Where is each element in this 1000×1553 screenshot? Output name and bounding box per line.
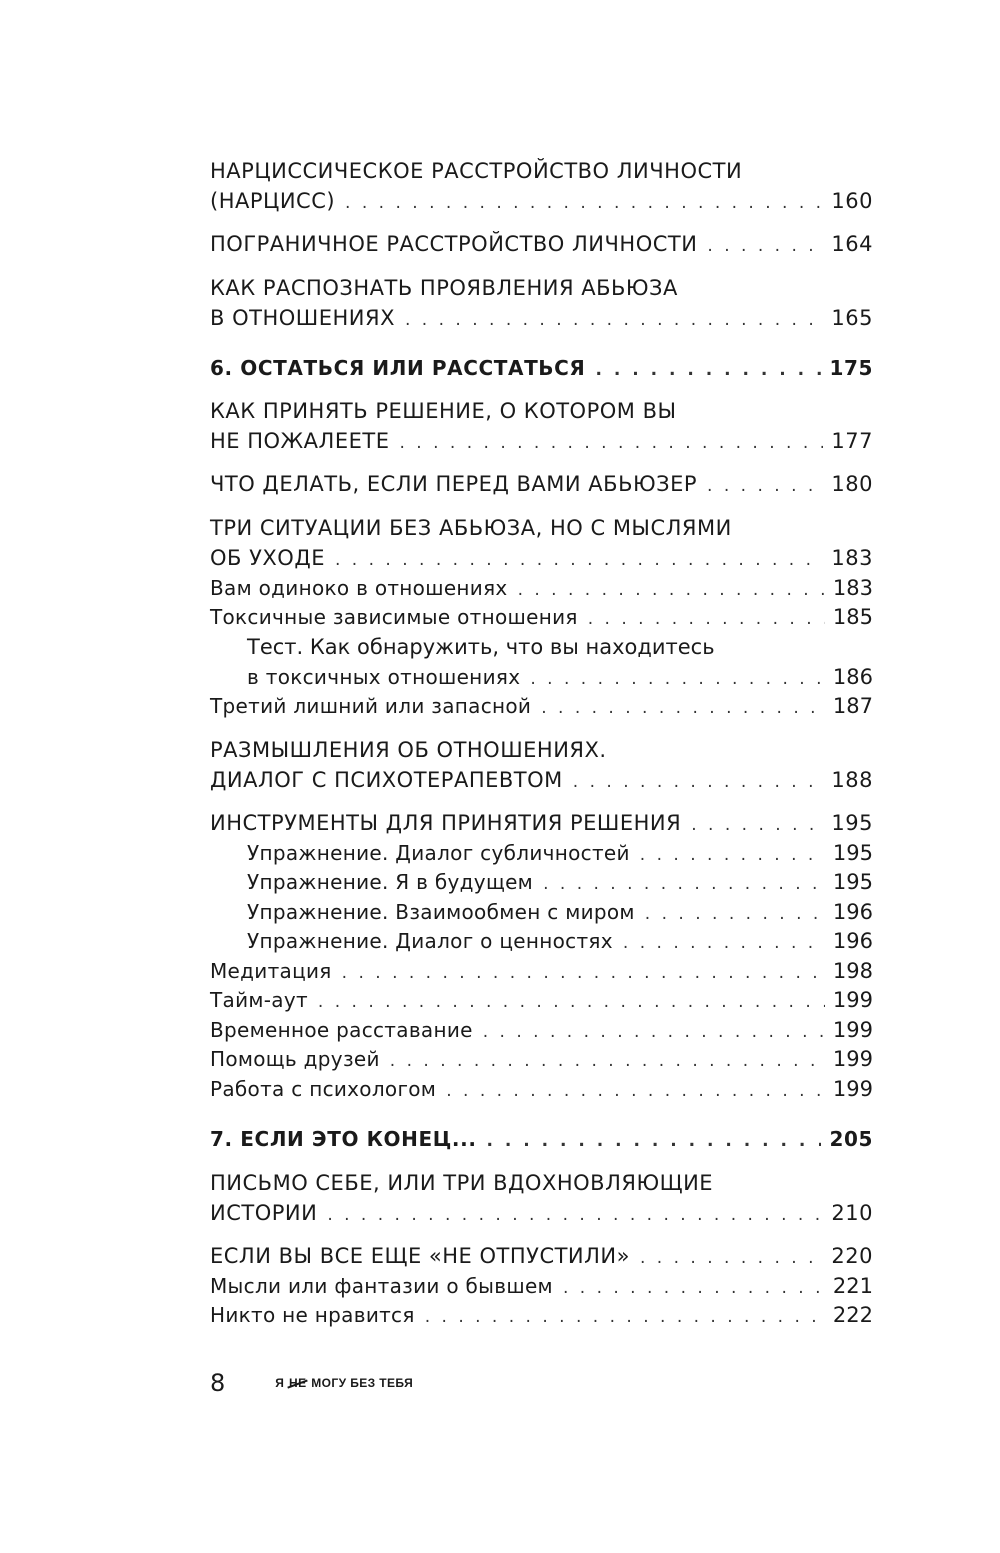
- toc-entry: [210, 1300, 873, 1330]
- toc-entry-title: ДИАЛОГ С ПСИХОТЕРАПЕВТОМ: [210, 768, 563, 792]
- leader-dots: [327, 1200, 823, 1230]
- toc-entry-title-line: КАК РАСПОЗНАТЬ ПРОЯВЛЕНИЯ АБЬЮЗА: [210, 276, 678, 300]
- toc-entry: [210, 1168, 873, 1228]
- toc-entry: [210, 229, 873, 259]
- toc-entry-title: Третий лишний или запасной: [210, 694, 532, 718]
- toc-entry-title-line: ТРИ СИТУАЦИИ БЕЗ АБЬЮЗА, НО С МЫСЛЯМИ: [210, 516, 732, 540]
- leader-dots: [318, 987, 825, 1017]
- leader-dots: [543, 869, 825, 899]
- toc-entry: [210, 513, 873, 573]
- toc-entry-title: НЕ ПОЖАЛЕЕТЕ: [210, 429, 390, 453]
- toc-entry: [210, 1015, 873, 1045]
- toc-page-number: 221: [832, 1274, 873, 1298]
- leader-dots: [345, 188, 823, 218]
- toc-page-number: 199: [832, 1047, 873, 1071]
- toc-entry: [210, 469, 873, 499]
- toc-entry: [210, 985, 873, 1015]
- toc-entry-title: Мысли или фантазии о бывшем: [210, 1274, 553, 1298]
- toc-page-number: 183: [832, 576, 873, 600]
- leader-dots: [541, 693, 825, 723]
- toc-chapter: [210, 353, 873, 383]
- page-number: 8: [210, 1369, 226, 1397]
- leader-dots: [399, 428, 823, 458]
- leader-dots: [640, 1243, 823, 1273]
- toc-page-number: 195: [831, 811, 873, 835]
- toc-page-number: 186: [832, 665, 873, 689]
- toc-entry: [210, 735, 873, 795]
- toc-entry-title: (НАРЦИСС): [210, 189, 336, 213]
- toc-page-number: 160: [831, 189, 873, 213]
- leader-dots: [707, 471, 823, 501]
- toc-entry: [210, 273, 873, 333]
- toc-entry-title: Вам одиноко в отношениях: [210, 576, 508, 600]
- toc-page-number: 199: [832, 988, 873, 1012]
- toc-entry-title-line: ПИСЬМО СЕБЕ, ИЛИ ТРИ ВДОХНОВЛЯЮЩИЕ: [210, 1171, 714, 1195]
- toc-entry-title: Временное расставание: [210, 1018, 473, 1042]
- leader-dots: [595, 355, 821, 385]
- toc-entry-title: ПОГРАНИЧНОЕ РАССТРОЙСТВО ЛИЧНОСТИ: [210, 232, 698, 256]
- leader-dots: [425, 1302, 825, 1332]
- leader-dots: [623, 928, 825, 958]
- toc-page-number: 188: [831, 768, 873, 792]
- leader-dots: [487, 1126, 822, 1156]
- toc-entry: [210, 808, 873, 838]
- leader-dots: [588, 604, 825, 634]
- toc-page-number: 195: [832, 841, 873, 865]
- running-title-end: МОГУ БЕЗ ТЕБЯ: [311, 1376, 414, 1390]
- leader-dots: [707, 231, 823, 261]
- toc-entry: [210, 396, 873, 456]
- toc-entry: [210, 1271, 873, 1301]
- toc-entry: [210, 602, 873, 632]
- toc-entry-title: Упражнение. Взаимообмен с миром: [247, 900, 635, 924]
- toc-page-number: 222: [832, 1303, 873, 1327]
- toc-entry-title: Никто не нравится: [210, 1303, 415, 1327]
- toc-entry: [210, 838, 873, 868]
- toc-entry-title: Токсичные зависимые отношения: [210, 605, 578, 629]
- toc-entry: [210, 573, 873, 603]
- toc-page-number: 164: [831, 232, 873, 256]
- toc-entry: [210, 632, 873, 692]
- toc-page-number: 175: [829, 356, 873, 380]
- toc-entry-title: ИСТОРИИ: [210, 1201, 318, 1225]
- running-title-struck-word: НЕ: [289, 1376, 307, 1390]
- toc-entry: [210, 156, 873, 216]
- toc-chapter: [210, 1124, 873, 1154]
- toc-page-number: 177: [831, 429, 873, 453]
- toc-entry-title-line: РАЗМЫШЛЕНИЯ ОБ ОТНОШЕНИЯХ.: [210, 738, 607, 762]
- toc-page-number: 199: [832, 1077, 873, 1101]
- toc-entry-title: Упражнение. Диалог субличностей: [247, 841, 630, 865]
- toc-entry-title: ЕСЛИ ВЫ ВСЕ ЕЩЕ «НЕ ОТПУСТИЛИ»: [210, 1244, 630, 1268]
- toc-page-number: 165: [831, 306, 873, 330]
- toc-entry-title: Работа с психологом: [210, 1077, 437, 1101]
- leader-dots: [390, 1046, 825, 1076]
- toc-entry: [210, 1044, 873, 1074]
- toc-page-number: 199: [832, 1018, 873, 1042]
- toc-entry-title: В ОТНОШЕНИЯХ: [210, 306, 395, 330]
- toc-entry-title: 6. ОСТАТЬСЯ ИЛИ РАССТАТЬСЯ: [210, 356, 586, 380]
- toc-entry-title: ОБ УХОДЕ: [210, 546, 325, 570]
- toc-entry-title-line: НАРЦИССИЧЕСКОЕ РАССТРОЙСТВО ЛИЧНОСТИ: [210, 159, 743, 183]
- toc-entry: [210, 926, 873, 956]
- toc-entry-title: Помощь друзей: [210, 1047, 380, 1071]
- leader-dots: [483, 1017, 825, 1047]
- leader-dots: [573, 767, 824, 797]
- toc-entry-title: в токсичных отношениях: [247, 665, 521, 689]
- page-footer: [210, 1368, 413, 1398]
- running-title-start: Я: [275, 1376, 285, 1390]
- toc-entry: [210, 897, 873, 927]
- toc-entry-title: Упражнение. Диалог о ценностях: [247, 929, 613, 953]
- leader-dots: [530, 664, 825, 694]
- toc-page-number: 195: [832, 870, 873, 894]
- toc-entry-title: Тайм-аут: [210, 988, 308, 1012]
- leader-dots: [640, 840, 825, 870]
- toc-entry-title: ЧТО ДЕЛАТЬ, ЕСЛИ ПЕРЕД ВАМИ АБЬЮЗЕР: [210, 472, 698, 496]
- toc-entry-title-line: КАК ПРИНЯТЬ РЕШЕНИЕ, О КОТОРОМ ВЫ: [210, 399, 677, 423]
- leader-dots: [645, 899, 825, 929]
- toc-page-number: 196: [832, 900, 873, 924]
- leader-dots: [563, 1273, 825, 1303]
- toc-page-number: 210: [831, 1201, 873, 1225]
- leader-dots: [446, 1076, 825, 1106]
- toc-page-number: 183: [831, 546, 873, 570]
- toc-entry: [210, 691, 873, 721]
- leader-dots: [405, 305, 823, 335]
- toc-page-number: 220: [831, 1244, 873, 1268]
- toc-entry: [210, 1074, 873, 1104]
- toc-entry-title: Медитация: [210, 959, 332, 983]
- leader-dots: [335, 545, 823, 575]
- leader-dots: [342, 958, 825, 988]
- leader-dots: [518, 575, 825, 605]
- toc-entry-title: ИНСТРУМЕНТЫ ДЛЯ ПРИНЯТИЯ РЕШЕНИЯ: [210, 811, 682, 835]
- leader-dots: [691, 810, 823, 840]
- toc-entry: [210, 867, 873, 897]
- toc-entry-title-line: Тест. Как обнаружить, что вы находитесь: [247, 635, 715, 659]
- toc-entry-title: Упражнение. Я в будущем: [247, 870, 534, 894]
- toc-entry-title: 7. ЕСЛИ ЭТО КОНЕЦ...: [210, 1127, 477, 1151]
- toc-page-number: 205: [829, 1127, 873, 1151]
- toc-page-number: 196: [832, 929, 873, 953]
- toc-entry: [210, 1241, 873, 1271]
- running-title: [275, 1376, 413, 1390]
- toc-page-number: 180: [831, 472, 873, 496]
- toc-page-number: 187: [832, 694, 873, 718]
- toc-page-number: 185: [832, 605, 873, 629]
- toc-page-number: 198: [832, 959, 873, 983]
- toc-entry: [210, 956, 873, 986]
